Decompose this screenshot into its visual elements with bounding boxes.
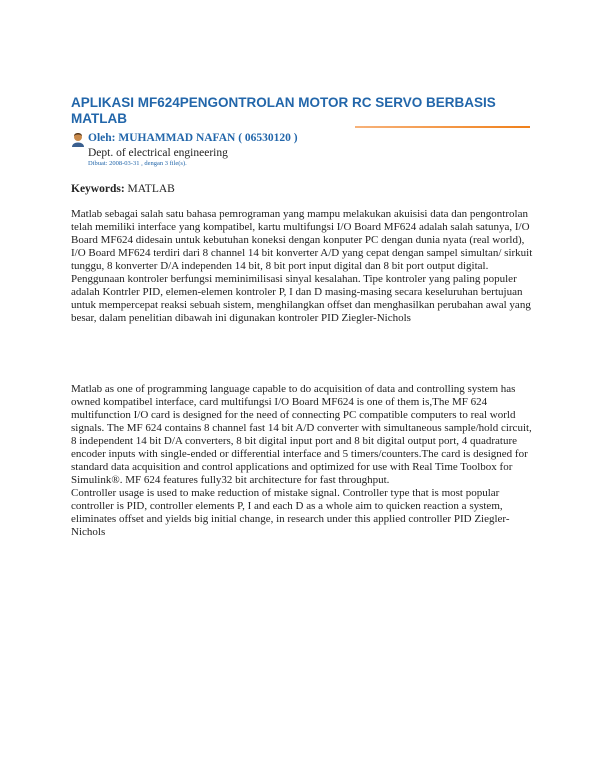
abstract-paragraph: Controller usage is used to make reduction of mistake signal. Controller type that is most popular controller is PID, controller elements P, I and each D as a whole aim to quicken reaction a system, eliminates offset and yields big initial change, in research under this applied controller PID Ziegler-Nichols xyxy=(71,487,510,538)
keywords-label: Keywords: xyxy=(71,183,125,195)
author-name: Oleh: MUHAMMAD NAFAN ( 06530120 ) xyxy=(88,132,298,144)
abstract-paragraph: Penggunaan kontroler berfungsi meminimilisasi sinyal kesalahan. Tipe kontroler yang paling populer adalah Kontrler PID, elemen-elemen kontroler P, I dan D masing-masing secara keseluruhan bertujuan untuk mempercepat reaksi sebuah sistem, menghilangkan offset dan menghasilkan perubahan awal yang besar, dalam penelitian dibawah ini digunakan kontroler PID Ziegler-Nichols xyxy=(71,273,531,324)
keywords xyxy=(71,182,175,196)
title-accent-rule xyxy=(355,126,530,128)
document-meta: Dibuat: 2008-03-31 , dengan 3 file(s). xyxy=(88,160,187,167)
abstract-indonesian xyxy=(71,208,533,325)
abstract-paragraph: Matlab sebagai salah satu bahasa pemrograman yang mampu melakukan akuisisi data dan pengontrolan telah memiliki interface yang kompatibel, kartu multifungsi I/O Board MF624 adalah salah satunya, I/O Board MF624 didesain untuk kebutuhan koneksi dengan konputer PC dengan dunia nyata (real world), I/O Board MF624 terdiri dari 8 channel 14 bit konverter A/D yang cepat dengan sampel simultan/ sirkuit tunggu, 8 konverter D/A independen 14 bit, 8 bit port input digital dan 8 bit port output digital. xyxy=(71,208,533,272)
keywords-value: MATLAB xyxy=(124,183,175,195)
person-icon xyxy=(71,132,85,147)
abstract-paragraph: Matlab as one of programming language capable to do acquisition of data and controlling system has owned kompatibel interface, card multifungsi I/O Board MF624 is one of them is,The MF 624 multifunction I/O card is designed for the need of connecting PC compatible computers to real world signals. The MF 624 contains 8 channel fast 14 bit A/D converter with simultaneous sample/hold circuit, 8 independent 14 bit D/A converters, 8 bit digital input port and 8 bit digital output port, 4 quadrature encoder inputs with single-ended or differential interface and 5 timers/counters.The card is designed for standard data acquisition and control applications and optimized for use with Real Time Toolbox for Simulink®. MF 624 features fully32 bit architecture for fast throughput. xyxy=(71,383,532,486)
department: Dept. of electrical engineering xyxy=(88,147,228,159)
abstract-english xyxy=(71,383,533,539)
page-title: APLIKASI MF624PENGONTROLAN MOTOR RC SERVO BERBASIS MATLAB xyxy=(71,95,496,126)
